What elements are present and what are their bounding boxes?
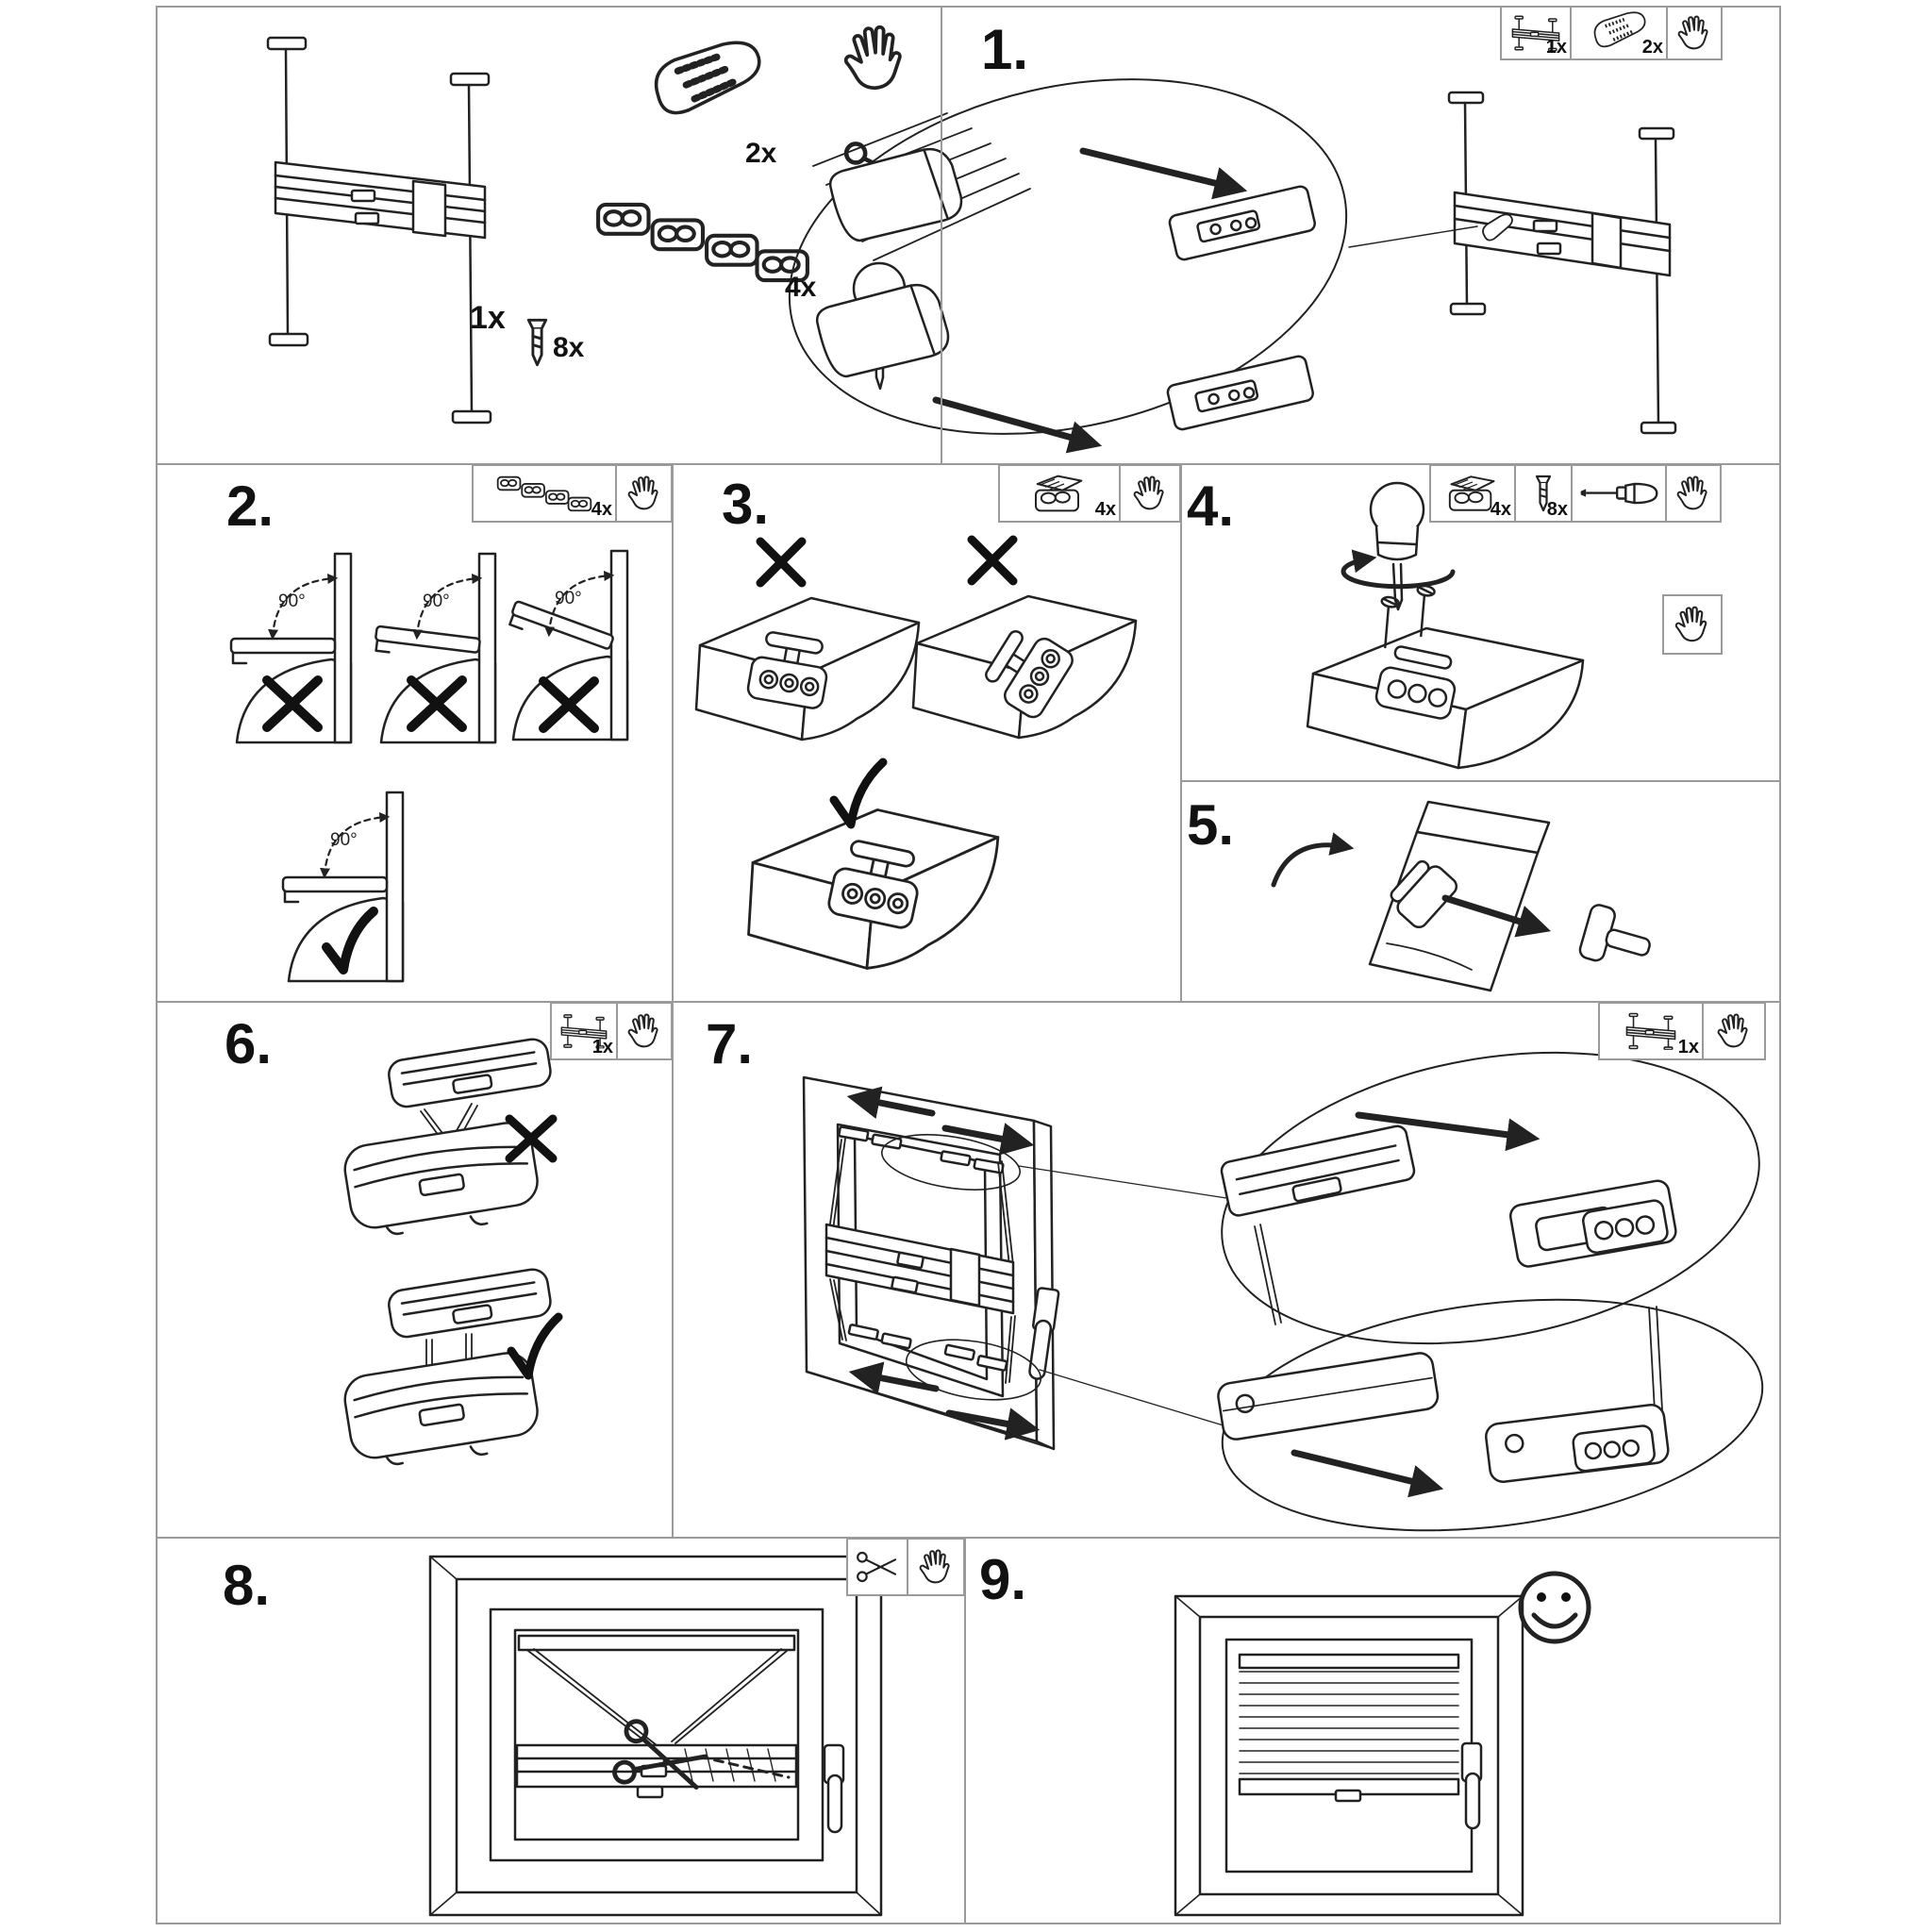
angle-label-4: 90° — [330, 830, 358, 850]
toolbar-cell-hand — [1664, 596, 1721, 653]
border-right — [1779, 6, 1781, 1924]
step6-toolbar — [550, 1002, 673, 1060]
toolbar-cell-hand — [1119, 466, 1179, 521]
border-bottom — [156, 1923, 1781, 1924]
toolbar-cell-screwdriver — [1571, 466, 1665, 521]
bracket-strip-icon — [495, 474, 593, 513]
toolbar-cell-blind — [1502, 8, 1570, 58]
step5-number: 5. — [1187, 793, 1235, 857]
clamp-icon — [1590, 11, 1648, 55]
step6-number: 6. — [225, 1012, 273, 1075]
step7-number: 7. — [706, 1012, 754, 1075]
scissors-icon — [855, 1549, 900, 1585]
step3-wrong-mark-1 — [760, 541, 802, 583]
toolbar-cell-hand — [1665, 466, 1720, 521]
step5-drawing — [1274, 802, 1657, 991]
toolbar-cell-hand — [1702, 1004, 1764, 1058]
toolbar-cell-bracket-box — [1431, 466, 1514, 521]
step1-number: 1. — [981, 18, 1029, 81]
parts-blind-qty: 1x — [470, 300, 506, 336]
hand-icon — [1672, 604, 1713, 645]
bracket-box-icon — [1031, 473, 1088, 514]
angle-label-1: 90° — [278, 591, 306, 611]
step9-number: 9. — [979, 1548, 1027, 1611]
smiley-icon — [1521, 1574, 1589, 1641]
toolbar-qty: 4x — [1490, 499, 1511, 520]
step3-toolbar — [998, 464, 1181, 523]
toolbar-cell-hand — [907, 1540, 963, 1594]
divider-parts-step1 — [941, 6, 942, 465]
toolbar-cell-bracket-box — [1000, 466, 1119, 521]
parts-clamp-drawing — [657, 42, 759, 112]
toolbar-qty: 4x — [591, 499, 612, 520]
toolbar-qty: 1x — [1545, 37, 1567, 58]
step2-drawing-correct — [283, 792, 403, 981]
hand-icon — [1130, 474, 1170, 513]
toolbar-cell-bracket-strip — [474, 466, 615, 521]
step2-drawing-wrong-2 — [375, 554, 495, 742]
step3-number: 3. — [722, 473, 770, 536]
step1-toolbar — [1500, 6, 1723, 60]
screwdriver-icon — [1577, 479, 1660, 508]
toolbar-cell-blind — [552, 1004, 616, 1058]
hand-icon — [1714, 1011, 1754, 1051]
step2-number: 2. — [226, 475, 275, 538]
step8-number: 8. — [223, 1554, 271, 1617]
angle-label-3: 90° — [555, 589, 582, 608]
step3-drawing-correct — [749, 809, 998, 968]
step7-toolbar — [1598, 1002, 1766, 1060]
mini-blind-icon — [1625, 1012, 1676, 1050]
step9-drawing — [1175, 1596, 1523, 1915]
border-left — [156, 6, 158, 1924]
toolbar-qty: 1x — [591, 1037, 613, 1058]
parts-bracket-strip-qty: 4x — [785, 272, 817, 303]
step5-toolbar — [1662, 594, 1723, 655]
hand-icon — [625, 474, 664, 513]
parts-hand-drawing — [846, 27, 900, 89]
divider-row2 — [156, 1001, 1781, 1003]
toolbar-cell-screw — [1514, 466, 1571, 521]
step6-drawing-correct — [341, 1267, 558, 1474]
toolbar-cell-blind — [1600, 1004, 1702, 1058]
step7-drawing — [804, 1013, 1782, 1558]
step3-drawing-wrong-1 — [696, 598, 919, 740]
toolbar-cell-hand — [616, 1004, 671, 1058]
step2-drawing-wrong-3 — [508, 551, 627, 740]
parts-blind-drawing — [268, 38, 491, 423]
toolbar-cell-hand — [1666, 8, 1721, 58]
step4-toolbar — [1429, 464, 1722, 523]
parts-screw-drawing — [528, 320, 545, 364]
parts-bracket-strip-drawing — [598, 205, 808, 280]
step3-wrong-mark-2 — [972, 540, 1013, 581]
step3-drawing-wrong-2 — [913, 596, 1136, 738]
step2-drawing-wrong-1 — [231, 554, 351, 742]
toolbar-cell-scissors — [848, 1540, 907, 1594]
step4-drawing — [1307, 483, 1583, 768]
step1-drawing — [754, 27, 1675, 486]
step2-toolbar — [472, 464, 673, 523]
toolbar-qty: 4x — [1094, 499, 1116, 520]
toolb ar-qty: 2x — [1641, 37, 1663, 58]
hand-icon — [916, 1547, 956, 1587]
hand-icon — [1674, 13, 1714, 53]
parts-screw-qty: 8x — [553, 332, 585, 363]
divider-row3 — [156, 1537, 1781, 1539]
toolbar-qty: 1x — [1677, 1037, 1699, 1058]
step6-drawing-wrong — [341, 1037, 553, 1244]
step4-number: 4. — [1187, 475, 1235, 538]
parts-clamp-qty: 2x — [745, 138, 777, 169]
divider-step3-step4 — [1180, 464, 1182, 1003]
toolbar-cell-clamp — [1570, 8, 1666, 58]
angle-label-2: 90° — [423, 591, 450, 611]
hand-icon — [1674, 474, 1713, 513]
step8-drawing — [430, 1557, 881, 1915]
toolbar-cell-hand — [615, 466, 671, 521]
divider-step4-step5 — [1181, 780, 1781, 782]
hand-icon — [625, 1011, 664, 1051]
toolbar-qty: 8x — [1546, 499, 1568, 520]
step8-toolbar — [846, 1538, 965, 1596]
